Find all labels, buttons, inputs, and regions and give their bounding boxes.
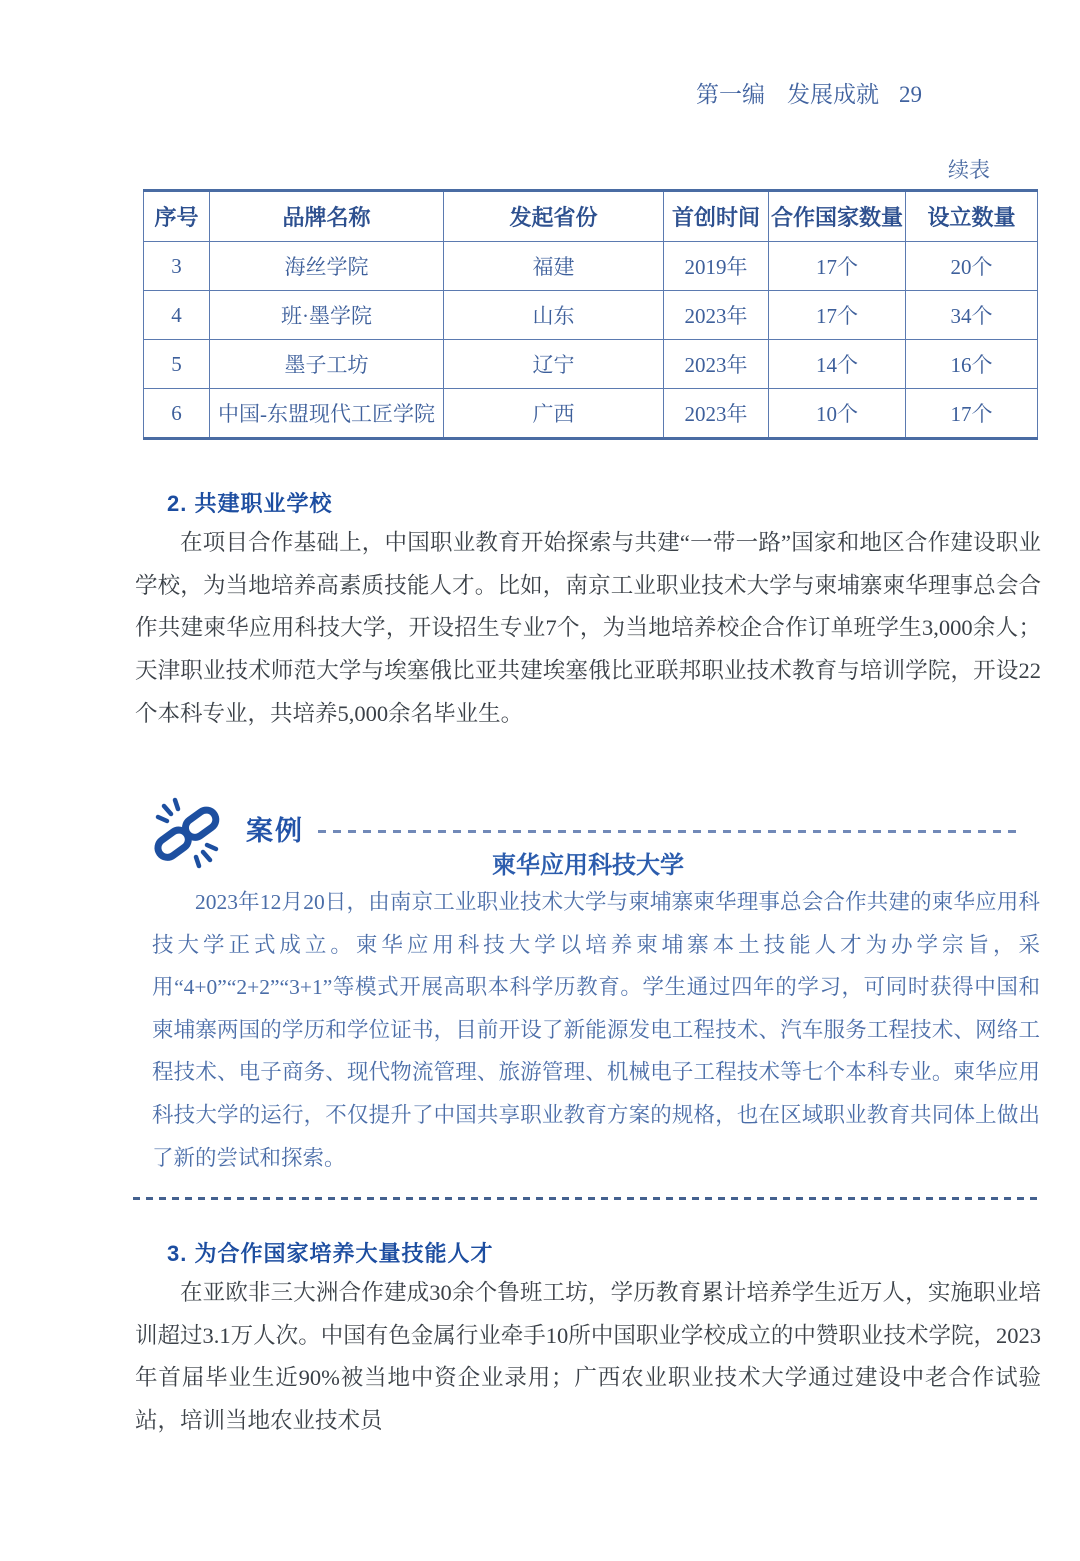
section-2-paragraph: 在项目合作基础上，中国职业教育开始探索与共建“一带一路”国家和地区合作建设职业学校，为当地培养高素质技能人才。比如，南京工业职业技术大学与柬埔寨柬华理事总会合作共建柬华应用科技大学，开设招生专业7个，为当地培养校企合作订单班学生3,000余人；天津职业技术师范大学与埃塞俄比亚共建埃塞俄比亚联邦职业技术教育与培训学院，开设22个本科专业，共培养5,000余名毕业生。 <box>135 530 1041 726</box>
section-3-heading: 3. 为合作国家培养大量技能人才 <box>167 1241 494 1266</box>
page-number: 29 <box>899 82 922 107</box>
cell-province: 福建 <box>444 242 664 291</box>
col-header-province: 发起省份 <box>444 191 664 242</box>
cell-founded: 2023年 <box>664 389 769 439</box>
brand-programs-table <box>143 189 1038 440</box>
cell-province: 广西 <box>444 389 664 439</box>
cell-partner-countries: 17个 <box>769 291 906 340</box>
cell-index: 6 <box>144 389 210 439</box>
cell-partner-countries: 14个 <box>769 340 906 389</box>
running-head <box>0 76 922 109</box>
cell-brand: 班·墨学院 <box>210 291 444 340</box>
running-head-section: 第一编 <box>696 82 765 107</box>
table-row <box>144 242 1038 291</box>
cell-established: 17个 <box>906 389 1038 439</box>
cell-province: 辽宁 <box>444 340 664 389</box>
cell-province: 山东 <box>444 291 664 340</box>
cell-founded: 2019年 <box>664 242 769 291</box>
table-row <box>144 389 1038 439</box>
cell-established: 34个 <box>906 291 1038 340</box>
cell-established: 20个 <box>906 242 1038 291</box>
table-row <box>144 340 1038 389</box>
case-dashed-rule <box>318 830 1016 833</box>
col-header-brand: 品牌名称 <box>210 191 444 242</box>
cell-brand: 墨子工坊 <box>210 340 444 389</box>
cell-established: 16个 <box>906 340 1038 389</box>
case-label: 案例 <box>246 815 304 846</box>
case-title: 柬华应用科技大学 <box>492 852 684 879</box>
cell-partner-countries: 10个 <box>769 389 906 439</box>
table-header-row <box>144 191 1038 242</box>
section-3-paragraph: 在亚欧非三大洲合作建成30余个鲁班工坊，学历教育累计培养学生近万人，实施职业培训超过3.1万人次。中国有色金属行业牵手10所中国职业学校成立的中赞职业技术学院，2023年首届毕业生近90%被当地中资企业录用；广西农业职业技术大学通过建设中老合作试验站，培训当地农业技术员 <box>135 1280 1041 1434</box>
cell-brand: 中国-东盟现代工匠学院 <box>210 389 444 439</box>
case-body-paragraph: 2023年12月20日，由南京工业职业技术大学与柬埔寨柬华理事总会合作共建的柬华应用科技大学正式成立。柬华应用科技大学以培养柬埔寨本土技能人才为办学宗旨，采用“4+0”“2+2”“3+1”等模式开展高职本科学历教育。学生通过四年的学习，可同时获得中国和柬埔寨两国的学历和学位证书，目前开设了新能源发电工程技术、汽车服务工程技术、网络工程技术、电子商务、现代物流管理、旅游管理、机械电子工程技术等七个本科专业。柬华应用科技大学的运行，不仅提升了中国共享职业教育方案的规格，也在区域职业教育共同体上做出了新的尝试和探索。 <box>152 890 1040 1170</box>
col-header-index: 序号 <box>144 191 210 242</box>
cell-brand: 海丝学院 <box>210 242 444 291</box>
cell-index: 4 <box>144 291 210 340</box>
case-bottom-dashed-rule <box>133 1197 1042 1200</box>
cell-founded: 2023年 <box>664 291 769 340</box>
table-row <box>144 291 1038 340</box>
cell-index: 3 <box>144 242 210 291</box>
col-header-established: 设立数量 <box>906 191 1038 242</box>
col-header-founded: 首创时间 <box>664 191 769 242</box>
col-header-partner-countries: 合作国家数量 <box>769 191 906 242</box>
continued-table-label: 续表 <box>948 158 990 182</box>
cell-founded: 2023年 <box>664 340 769 389</box>
cell-partner-countries: 17个 <box>769 242 906 291</box>
running-head-title: 发展成就 <box>787 82 879 107</box>
section-2-heading: 2. 共建职业学校 <box>167 491 333 516</box>
cell-index: 5 <box>144 340 210 389</box>
